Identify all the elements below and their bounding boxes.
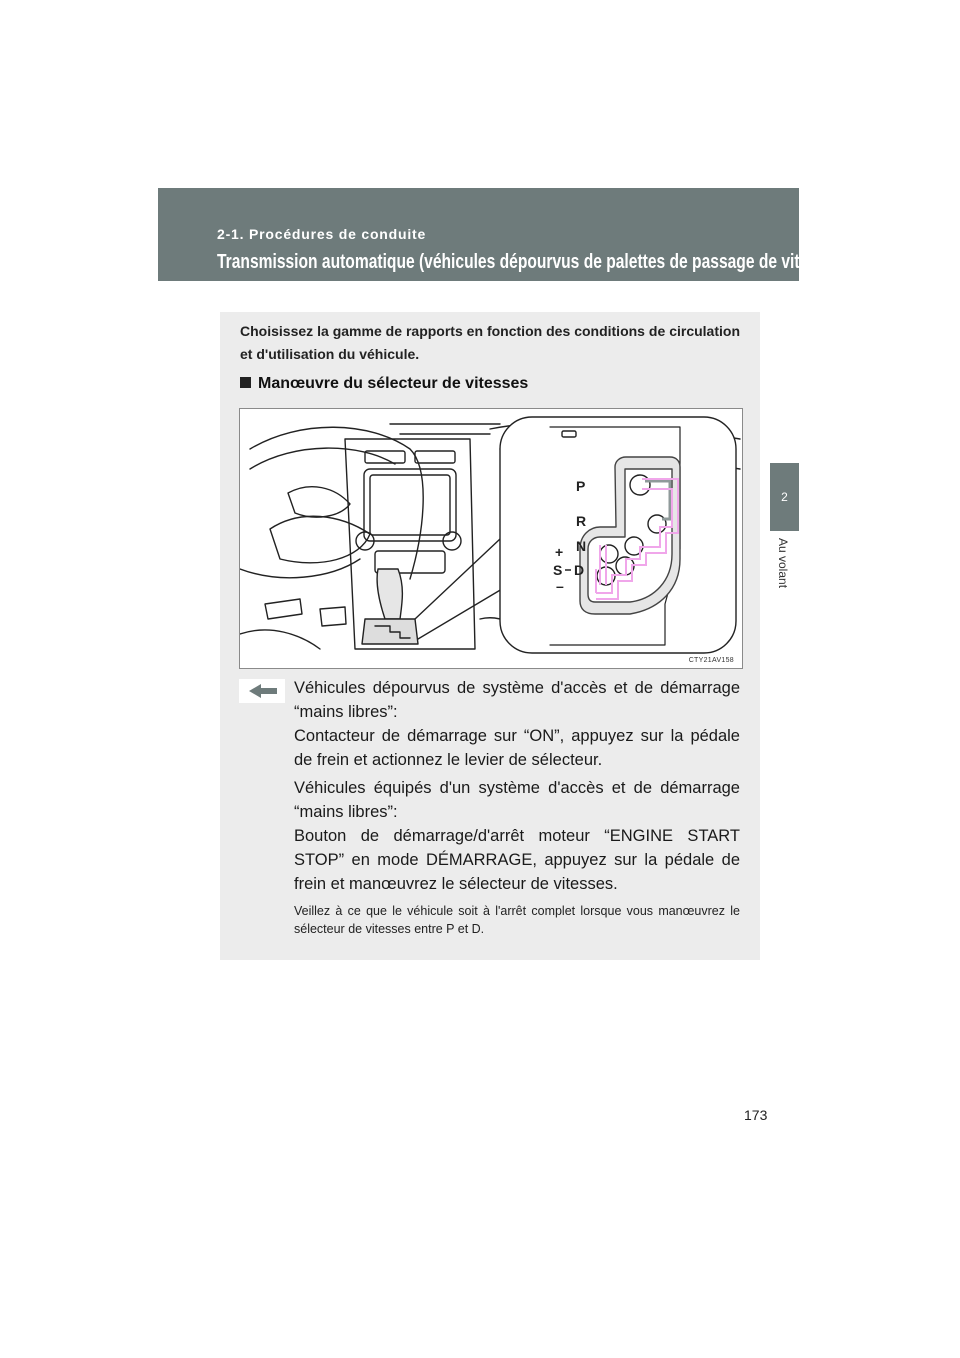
subheading-text: Manœuvre du sélecteur de vitesses [258, 375, 529, 392]
gear-label-p: P [576, 478, 586, 494]
instruction-smart-key [294, 776, 740, 896]
caution-note: Veillez à ce que le véhicule soit à l'arrêt complet lorsque vous manœuvrez le sélecteur de vitesses entre P et D. [294, 904, 740, 936]
pedal-left [265, 599, 302, 619]
instruction-no-smart-key-title: Véhicules dépourvus de système d'accès et de démarrage “mains libres”: [294, 679, 740, 721]
shift-lever [377, 569, 402, 619]
instruction-smart-key-title: Véhicules équipés d'un système d'accès et de démarrage “mains libres”: [294, 779, 740, 821]
intro-text: Choisissez la gamme de rapports en fonction des conditions de circulation et d'utilisation du véhicule. [240, 323, 740, 362]
instruction-no-smart-key [294, 676, 740, 772]
arrow-left-icon [239, 679, 285, 703]
display-screen [370, 475, 450, 535]
gear-label-s: S [553, 562, 563, 578]
pedal-right [320, 607, 346, 626]
gear-label-d: D [574, 562, 585, 578]
page-title: Transmission automatique (véhicules dépourvus de palettes de passage de vitesse) [217, 251, 840, 273]
air-vent-left [365, 451, 405, 463]
page-number: 173 [744, 1107, 768, 1123]
gear-label-minus: – [556, 578, 564, 594]
instruction-smart-key-body: Bouton de démarrage/d'arrêt moteur “ENGINE START STOP” en mode DÉMARRAGE, appuyez sur la pédale de frein et manœuvrez le sélecteur de vitesses. [294, 827, 740, 893]
chapter-header [158, 188, 840, 281]
bullet-square-icon [240, 377, 251, 388]
chapter-label [768, 538, 801, 610]
figure-id: CTY21AV158 [688, 657, 734, 664]
subheading [240, 375, 528, 393]
shift-lever-illustration [239, 408, 743, 669]
gear-label-plus: + [555, 544, 564, 560]
steering-wheel [250, 427, 423, 579]
content-panel [220, 312, 760, 960]
chapter-label-text: Au volant [776, 538, 790, 589]
chapter-number: 2 [781, 490, 788, 504]
steering-spoke [270, 516, 370, 563]
air-vent-right [415, 451, 455, 463]
illustration-svg [240, 409, 742, 668]
instruction-no-smart-key-body: Contacteur de démarrage sur “ON”, appuyez sur la pédale de frein et actionnez le levier de sélecteur. [294, 727, 740, 769]
gear-label-r: R [576, 513, 587, 529]
chapter-tab[interactable] [770, 463, 799, 531]
gear-label-n: N [576, 538, 587, 554]
section-title: 2-1. Procédures de conduite [217, 226, 427, 242]
step-marker [239, 679, 285, 703]
